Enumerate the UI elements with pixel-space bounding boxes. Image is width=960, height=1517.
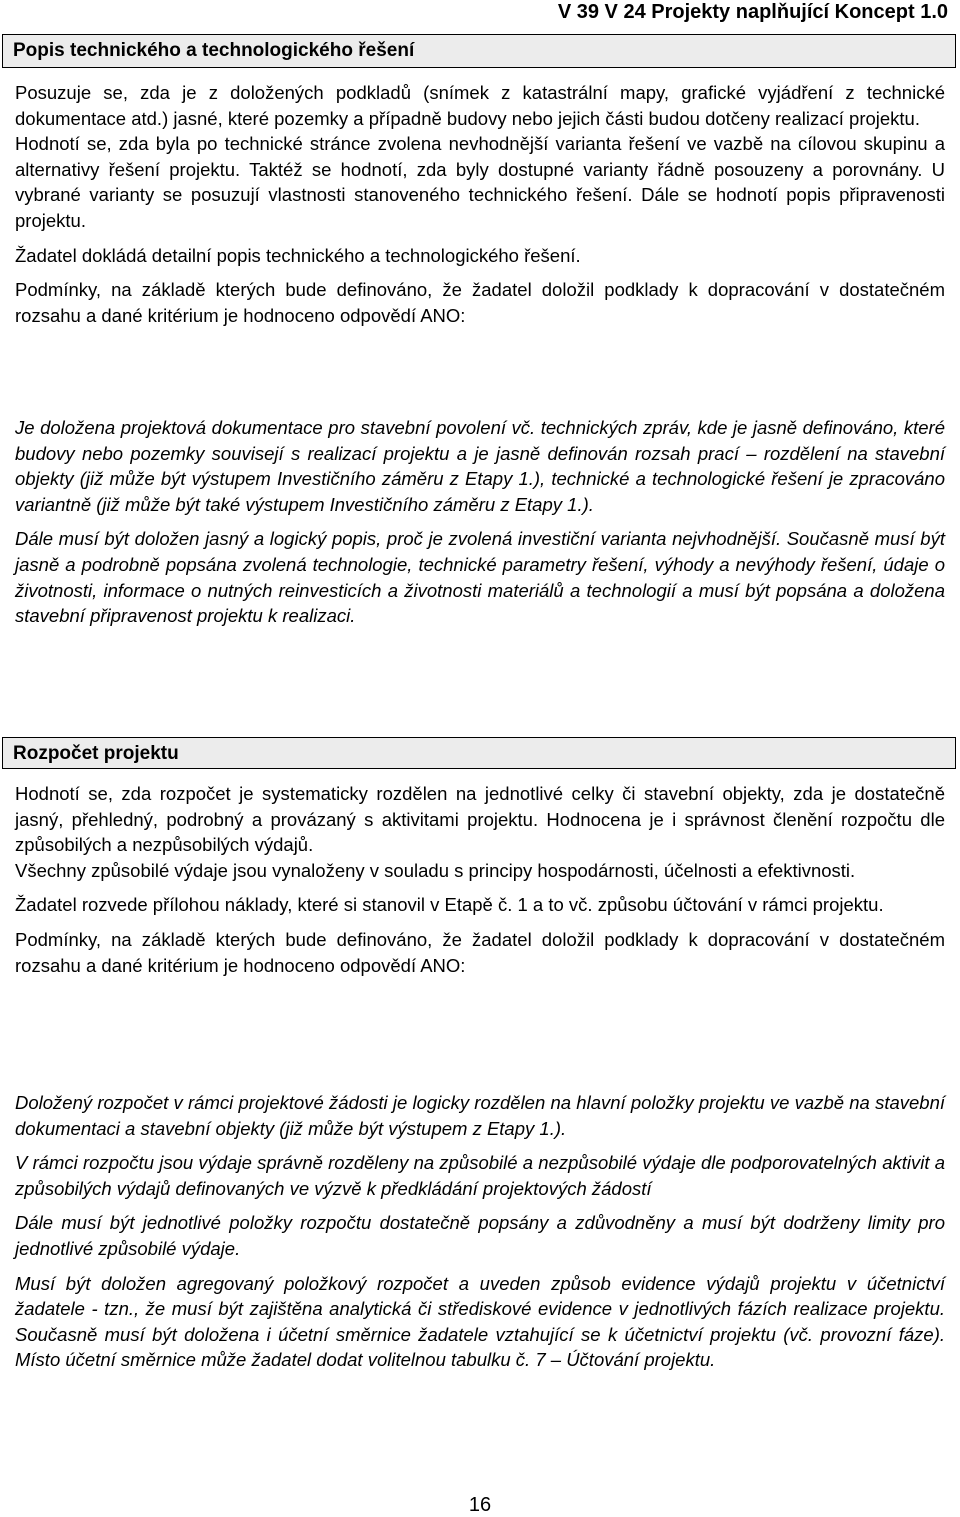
- section-heading-budget: Rozpočet projektu: [2, 737, 956, 769]
- section-technical-solution-criteria: [15, 415, 945, 629]
- budget-applicant-paragraph: Žadatel rozvede přílohou náklady, které si stanovil v Etapě č. 1 a to vč. způsobu účtování v rámci projektu.: [15, 894, 884, 916]
- document-header-title: V 39 V 24 Projekty naplňující Koncept 1.0: [557, 1, 948, 23]
- budget-criterion-paragraph-accounting: Musí být doložen agregovaný položkový rozpočet a uveden způsob evidence výdajů projektu v účetnictví žadatele - tzn., že musí být zajištěna analytická či střediskové evidence v jednotlivých fázích realizace projektu. Současně musí být doložena i účetní směrnice žadatele vztahující se k účetnictví projektu (vč. provozní fáze). Místo účetní směrnice může žadatel dodat volitelnou tabulku č. 7 – Účtování projektu.: [15, 1272, 945, 1371]
- criterion-paragraph-documentation: Je doložena projektová dokumentace pro stavební povolení vč. technických zpráv, kde je jasně definováno, které budovy nebo pozemky souvisejí s realizací projektu a je jasně definován rozsah prací – rozdělení na stavební objekty (již může být výstupem Investičního záměru z Etapy 1.), technické a technologické řešení je zpracováno variantně (již může být také výstupem Investičního záměru z Etapy 1.).: [15, 417, 945, 515]
- section-budget-criteria: [15, 1090, 945, 1373]
- intro-paragraph-variants: Hodnotí se, zda byla po technické stránce zvolena nevhodnější varianta řešení ve vazbě na cílovou skupinu a alternativy řešení projektu. Taktéž se hodnotí, zda byly dostupné varianty řádně posouzeny a porovnány. U vybrané varianty se posuzují vlastnosti stanoveného technického řešení. Dále se hodnotí popis připravenosti projektu.: [15, 133, 945, 231]
- budget-intro-paragraph-structure: Hodnotí se, zda rozpočet je systematicky rozdělen na jednotlivé celky či stavební objekty, zda je dostatečně jasný, přehledný, podrobný a provázaný s aktivitami projektu. Hodnocena je i správnost členění rozpočtu dle způsobilých a nezpůsobilých výdajů.: [15, 783, 945, 856]
- intro-paragraph-documents: Posuzuje se, zda je z doložených podkladů (snímek z katastrální mapy, grafické vyjádření z technické dokumentace atd.) jasné, které pozemky a případně budovy nebo jejich části budou dotčeny realizací projektu.: [15, 82, 945, 129]
- budget-criterion-paragraph-structure: Doložený rozpočet v rámci projektové žádosti je logicky rozdělen na hlavní položky projektu ve vazbě na stavební dokumentaci a stavební objekty (již může být výstupem z Etapy 1.).: [15, 1092, 945, 1139]
- budget-intro-paragraph-principles: Všechny způsobilé výdaje jsou vynaloženy v souladu s principy hospodárnosti, účelnosti a efektivnosti.: [15, 859, 856, 881]
- criterion-paragraph-variant-description: Dále musí být doložen jasný a logický popis, proč je zvolená investiční varianta nejvhodnější. Současně musí být jasně a podrobně popsána zvolená technologie, technické parametry řešení, výhody a nevýhody řešení, údaje o životnosti, informace o nutných reinvesticích a životnosti materiálů a technologií a musí být popsána a doložena stavební připravenost projektu k realizaci.: [15, 528, 945, 627]
- budget-criterion-paragraph-eligibility: V rámci rozpočtu jsou výdaje správně rozděleny na způsobilé a nezpůsobilé výdaje dle podporovatelných aktivit a způsobilých výdajů definovaných ve výzvě k předkládání projektových žádostí: [15, 1152, 945, 1199]
- section-budget-body: [15, 781, 945, 978]
- section-heading-technical-solution: Popis technického a technologického řešení: [2, 34, 956, 68]
- conditions-paragraph: Podmínky, na základě kterých bude definováno, že žadatel doložil podklady k dopracování v dostatečném rozsahu a dané kritérium je hodnoceno odpovědí ANO:: [15, 279, 945, 326]
- budget-criterion-paragraph-limits: Dále musí být jednotlivé položky rozpočtu dostatečně popsány a zdůvodněny a musí být dodrženy limity pro jednotlivé způsobilé výdaje.: [15, 1212, 945, 1259]
- section-technical-solution-body: [15, 80, 945, 328]
- budget-conditions-paragraph: Podmínky, na základě kterých bude definováno, že žadatel doložil podklady k dopracování v dostatečném rozsahu a dané kritérium je hodnoceno odpovědí ANO:: [15, 928, 945, 976]
- page-number: 16: [468, 1494, 492, 1516]
- applicant-paragraph: Žadatel dokládá detailní popis technického a technologického řešení.: [15, 244, 581, 266]
